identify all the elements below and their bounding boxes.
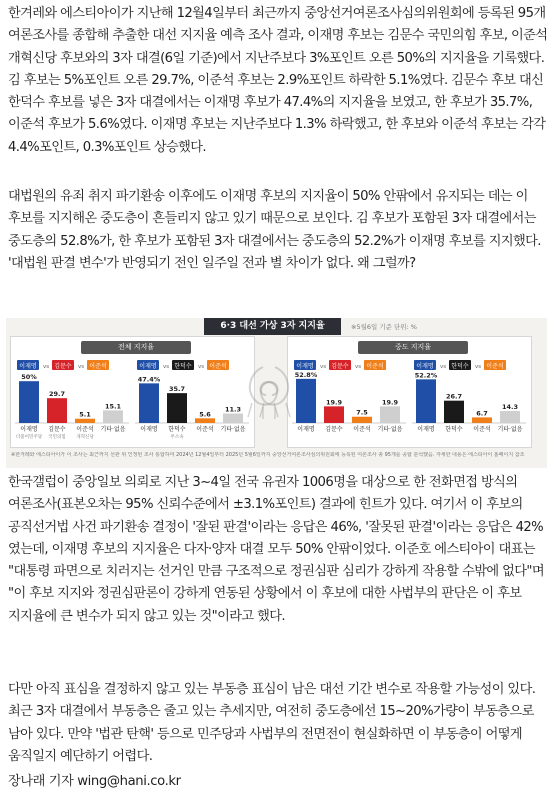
bar-이재명 — [139, 383, 159, 423]
category-label: 이재명 — [297, 426, 315, 433]
category-label: 이재명 — [417, 426, 435, 433]
legend-label: 이준석 — [89, 363, 107, 370]
bar-이준석 — [195, 418, 215, 423]
data-label: 14.3 — [501, 403, 519, 412]
category-label: 기타·없음 — [100, 426, 126, 433]
data-label: 5.1 — [79, 410, 91, 419]
category-sublabel: 더불어민주당 — [15, 435, 43, 440]
category-sublabel: 개혁신당 — [76, 435, 94, 440]
bar-이준석 — [472, 417, 492, 423]
legend-label: 김문수 — [54, 363, 72, 370]
data-label: 29.7 — [48, 390, 66, 399]
legend-label: 이재명 — [296, 363, 314, 370]
legend-label: 이재명 — [416, 363, 434, 370]
category-label: 이준석 — [196, 426, 214, 433]
legend-vs: vs — [439, 364, 447, 370]
category-label: 기타·없음 — [497, 426, 523, 433]
data-label: 35.7 — [168, 385, 186, 394]
category-label: 이준석 — [473, 426, 491, 433]
panel-overall-support — [10, 336, 255, 448]
infographic-unit-note: ※5월6일 기준 단위: % — [351, 323, 417, 331]
poll-infographic — [6, 318, 547, 468]
bar-이재명 — [296, 379, 316, 423]
data-label: 11.3 — [224, 405, 242, 414]
data-label: 7.5 — [356, 408, 368, 417]
legend-label: 이재명 — [139, 363, 157, 370]
legend-label: 한덕수 — [451, 363, 469, 370]
category-label: 한덕수 — [168, 426, 186, 433]
legend-label: 김문수 — [331, 363, 349, 370]
data-label: 47.4% — [137, 375, 161, 384]
legend-label: 이준석 — [486, 363, 504, 370]
category-label: 이준석 — [353, 426, 371, 433]
chart-moderate-han — [410, 357, 528, 445]
category-sublabel: 무소속 — [170, 435, 184, 440]
bar-김문수 — [324, 406, 344, 423]
panel-title-moderate: 중도 지지율 — [358, 341, 468, 354]
legend-vs: vs — [319, 364, 327, 370]
infographic-banner: 6·3 대선 가상 3자 지지율 — [204, 318, 341, 335]
data-label: 19.9 — [325, 398, 343, 407]
chart-moderate-kim — [290, 357, 408, 445]
category-label: 기타·없음 — [220, 426, 246, 433]
data-label: 5.6 — [199, 410, 211, 419]
article-paragraph-4: 다만 아직 표심을 결정하지 않고 있는 부동층 표심이 남은 대선 기간 변수로 작용할 가능성이 있다. 최근 3자 대결에서 부동층은 줄고 있는 추세지만, 여전히 중도층에선 15~20%가량이 부동층으로 남아 있다. 만약 '법관 탄핵' 등으로 민주당과 사법부의 전면전이 현실화하면 이 부동층이 어떻게 움직일지 예단하기 어렵다. — [8, 682, 536, 764]
legend-vs: vs — [162, 364, 170, 370]
bar-이준석 — [352, 417, 372, 423]
data-label: 50% — [21, 373, 37, 382]
bar-한덕수 — [167, 393, 187, 423]
category-label: 한덕수 — [445, 426, 463, 433]
category-label: 이재명 — [20, 426, 38, 433]
legend-label: 이준석 — [366, 363, 384, 370]
legend-label: 한덕수 — [174, 363, 192, 370]
infographic-footnote: ※한겨레와 에스티아이가 이 조사는 최근까지 선관 위 인정된 조사 통합하여 2024년 12월4일부터 2025년 5월6일까지 중앙선거여론조사심의위원회에 등록된 여론조사 총 95개를 종합 분석했음. 자세한 내용은 에스티아이 홈페이지 참조 — [11, 452, 525, 458]
bar-기타·없음·모름 — [103, 410, 123, 423]
bar-기타·없음·모름 — [223, 414, 243, 423]
data-label: 52.8% — [294, 370, 318, 379]
article-paragraph-2: 대법원의 유죄 취지 파기환송 이후에도 이재명 후보의 지지율이 50% 안팎에서 유지되는 데는 이 후보를 지지해온 중도층이 흔들리지 않고 있기 때문으로 보인다. 김 후보가 포함된 3자 대결에서는 중도층의 52.8%가, 한 후보가 포함된 3자 대결에서는 중도층의 52.2%가 이재명 후보를 지지했다. '대법원 판결 변수'가 반영되기 전인 일주일 전과 별 차이가 없다. 왜 그럴까? — [8, 189, 541, 271]
data-label: 15.1 — [104, 402, 122, 411]
chart-overall-kim — [13, 357, 131, 445]
article-paragraph-3: 한국갤럽이 중앙일보 의뢰로 지난 3~4일 전국 유권자 1006명을 대상으로 한 전화면접 방식의 여론조사(표본오차는 95% 신뢰수준에서 ±3.1%포인트) 결과에 힌트가 있다. 여기서 이 후보의 공직선거법 사건 파기환송 결정이 '잘된 판결'이라는 응답은 46%, '잘못된 판결'이라는 응답은 42%였는데, 이재명 후보의 지지율은 다자·양자 대결 모두 50% 안팎이었다. 이준호 에스티아이 대표는 "대통령 파면으로 치러지는 선거인 만큼 구조적으로 정권심판 심리가 강하게 작용할 수밖에 없다"며 "이 후보 지지와 정권심판론이 강하게 연동된 상황에서 이 후보에 대한 사법부의 판단은 이 후보 지지율에 큰 변수가 되지 않고 있는 것"이라고 했다. — [8, 475, 545, 624]
bar-김문수 — [47, 398, 67, 423]
bar-이재명 — [416, 379, 436, 423]
category-label: 김문수 — [325, 426, 343, 433]
category-label: 이재명 — [140, 426, 158, 433]
bar-한덕수 — [444, 401, 464, 423]
data-label: 19.9 — [381, 398, 399, 407]
category-label: 이준석 — [76, 426, 94, 433]
data-label: 6.7 — [476, 409, 488, 418]
dragon-emblem-right — [254, 363, 296, 421]
byline: 장나래 기자 wing@hani.co.kr — [8, 774, 181, 789]
legend-label: 이준석 — [209, 363, 227, 370]
bar-기타·없음·모름 — [380, 406, 400, 423]
chart-overall-han — [133, 357, 251, 445]
data-label: 52.2% — [414, 371, 438, 380]
bar-기타·없음·모름 — [500, 411, 520, 423]
legend-vs: vs — [42, 364, 50, 370]
panel-moderate-support — [287, 336, 532, 448]
article-paragraph-1: 한겨레와 에스티아이가 지난해 12월4일부터 최근까지 중앙선거여론조사심의위원회에 등록된 95개 여론조사를 종합해 추출한 대선 지지율 예측 조사 결과, 이재명 후보는 김문수 국민의힘 후보, 이준석 개혁신당 후보와의 3자 대결(6일 기준)에서 지난주보다 3%포인트 오른 50%의 지지율을 기록했다. 김 후보는 5%포인트 오른 29.7%, 이준석 후보는 2.9%포인트 하락한 5.1%였다. 김문수 후보 대신 한덕수 후보를 넣은 3자 대결에서는 이재명 후보가 47.4%의 지지율을 보였고, 한 후보가 35.7%, 이준석 후보가 5.6%였다. 이재명 후보는 지난주보다 1.3% 하락했고, 한 후보와 이준석 후보는 각각 4.4%포인트, 0.3%포인트 상승했다. — [8, 6, 548, 155]
legend-label: 이재명 — [19, 363, 37, 370]
legend-vs: vs — [354, 364, 362, 370]
category-label: 김문수 — [48, 426, 66, 433]
panel-title-overall: 전체 지지율 — [81, 341, 191, 354]
bar-이재명 — [19, 381, 39, 423]
legend-vs: vs — [77, 364, 85, 370]
legend-vs: vs — [197, 364, 205, 370]
data-label: 26.7 — [445, 392, 463, 401]
category-sublabel: 국민의힘 — [48, 435, 66, 440]
legend-vs: vs — [474, 364, 482, 370]
category-label: 기타·없음 — [377, 426, 403, 433]
bar-이준석 — [75, 419, 95, 423]
